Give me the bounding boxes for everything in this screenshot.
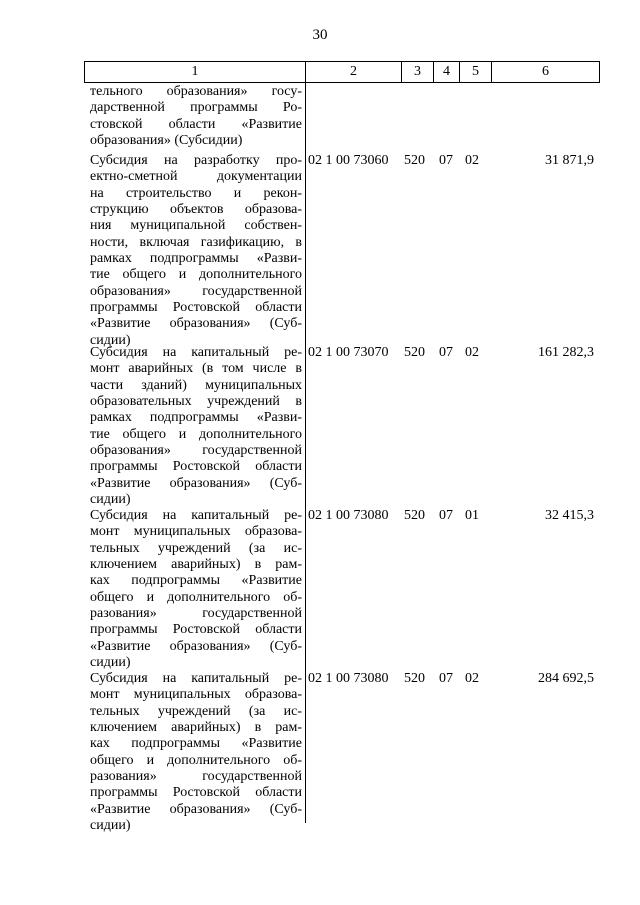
description-line: тие общего и дополнительного bbox=[90, 267, 302, 283]
row-rz: 07 bbox=[439, 153, 453, 168]
row-code: 02 1 00 73060 bbox=[308, 153, 389, 168]
row-description bbox=[90, 153, 302, 349]
description-line: образования» государственной bbox=[90, 283, 302, 299]
description-line: «Развитие образования» (Суб- bbox=[90, 475, 302, 491]
row-pr: 02 bbox=[465, 345, 479, 360]
row-rz: 07 bbox=[439, 671, 453, 686]
description-line: тельных учреждений (за ис- bbox=[90, 703, 302, 719]
description-line: части зданий) муниципальных bbox=[90, 377, 302, 393]
description-line: образовательных учреждений в bbox=[90, 394, 302, 410]
description-line: ках подпрограммы «Развитие bbox=[90, 573, 302, 589]
row-vr: 520 bbox=[404, 671, 425, 686]
row-vr: 520 bbox=[404, 153, 425, 168]
description-line: сидии) bbox=[90, 818, 131, 834]
description-line: дарственной программы Ро- bbox=[90, 100, 302, 116]
description-line: программы Ростовской области bbox=[90, 785, 302, 801]
description-line: сидии) bbox=[90, 655, 131, 671]
description-line: Субсидия на капитальный ре- bbox=[90, 671, 302, 686]
description-line: рамках подпрограммы «Разви- bbox=[90, 251, 302, 267]
row-sum: 32 415,3 bbox=[545, 508, 594, 523]
description-line: тие общего и дополнительного bbox=[90, 426, 302, 442]
row-sum: 161 282,3 bbox=[538, 345, 594, 360]
row-pr: 02 bbox=[465, 153, 479, 168]
description-line: «Развитие образования» (Суб- bbox=[90, 316, 302, 332]
row-sum: 31 871,9 bbox=[545, 153, 594, 168]
header-col-4: 4 bbox=[434, 62, 460, 82]
description-line: рамках подпрограммы «Разви- bbox=[90, 410, 302, 426]
header-col-5: 5 bbox=[460, 62, 492, 82]
description-line: ния муниципальной собствен- bbox=[90, 218, 302, 234]
description-line: общего и дополнительного об- bbox=[90, 589, 302, 605]
row-pr: 01 bbox=[465, 508, 479, 523]
description-line: ключением аварийных) в рам- bbox=[90, 557, 302, 573]
row-vr: 520 bbox=[404, 508, 425, 523]
row-description bbox=[90, 508, 302, 671]
description-line: разования» государственной bbox=[90, 606, 302, 622]
row-rz: 07 bbox=[439, 345, 453, 360]
description-line: Субсидия на разработку про- bbox=[90, 153, 302, 168]
description-line: разования» государственной bbox=[90, 769, 302, 785]
row-rz: 07 bbox=[439, 508, 453, 523]
description-line: на строительство и рекон- bbox=[90, 185, 302, 201]
description-line: стовской области «Развитие bbox=[90, 116, 302, 132]
description-line: тельного образования» госу- bbox=[90, 84, 302, 99]
description-line: ектно-сметной документации bbox=[90, 169, 302, 185]
description-line: ках подпрограммы «Развитие bbox=[90, 736, 302, 752]
description-line: ности, включая газификацию, в bbox=[90, 234, 302, 250]
row-code: 02 1 00 73070 bbox=[308, 345, 389, 360]
description-line: «Развитие образования» (Суб- bbox=[90, 801, 302, 817]
header-col-2: 2 bbox=[306, 62, 402, 82]
description-line: образования» государственной bbox=[90, 443, 302, 459]
row-code: 02 1 00 73080 bbox=[308, 671, 389, 686]
description-line: Субсидия на капитальный ре- bbox=[90, 508, 302, 523]
row-description bbox=[90, 345, 302, 508]
description-line: монт муниципальных образова- bbox=[90, 687, 302, 703]
header-col-6: 6 bbox=[542, 64, 549, 79]
description-line: сидии) bbox=[90, 332, 131, 348]
description-line: монт аварийных (в том числе в bbox=[90, 361, 302, 377]
description-line: Субсидия на капитальный ре- bbox=[90, 345, 302, 360]
description-line: программы Ростовской области bbox=[90, 622, 302, 638]
column-divider bbox=[305, 83, 306, 823]
description-line: сидии) bbox=[90, 492, 131, 508]
header-col-3: 3 bbox=[402, 62, 434, 82]
description-line: монт муниципальных образова- bbox=[90, 524, 302, 540]
header-col-1: 1 bbox=[85, 62, 306, 82]
row-description bbox=[90, 84, 302, 149]
description-line: общего и дополнительного об- bbox=[90, 752, 302, 768]
row-pr: 02 bbox=[465, 671, 479, 686]
row-sum: 284 692,5 bbox=[538, 671, 594, 686]
description-line: тельных учреждений (за ис- bbox=[90, 540, 302, 556]
row-vr: 520 bbox=[404, 345, 425, 360]
description-line: программы Ростовской области bbox=[90, 300, 302, 316]
row-code: 02 1 00 73080 bbox=[308, 508, 389, 523]
page-number: 30 bbox=[312, 27, 328, 43]
description-line: струкцию объектов образова- bbox=[90, 202, 302, 218]
table-header-row bbox=[84, 61, 600, 83]
description-line: образования» (Субсидии) bbox=[90, 133, 243, 149]
description-line: ключением аварийных) в рам- bbox=[90, 720, 302, 736]
description-line: «Развитие образования» (Суб- bbox=[90, 638, 302, 654]
description-line: программы Ростовской области bbox=[90, 459, 302, 475]
row-description bbox=[90, 671, 302, 834]
